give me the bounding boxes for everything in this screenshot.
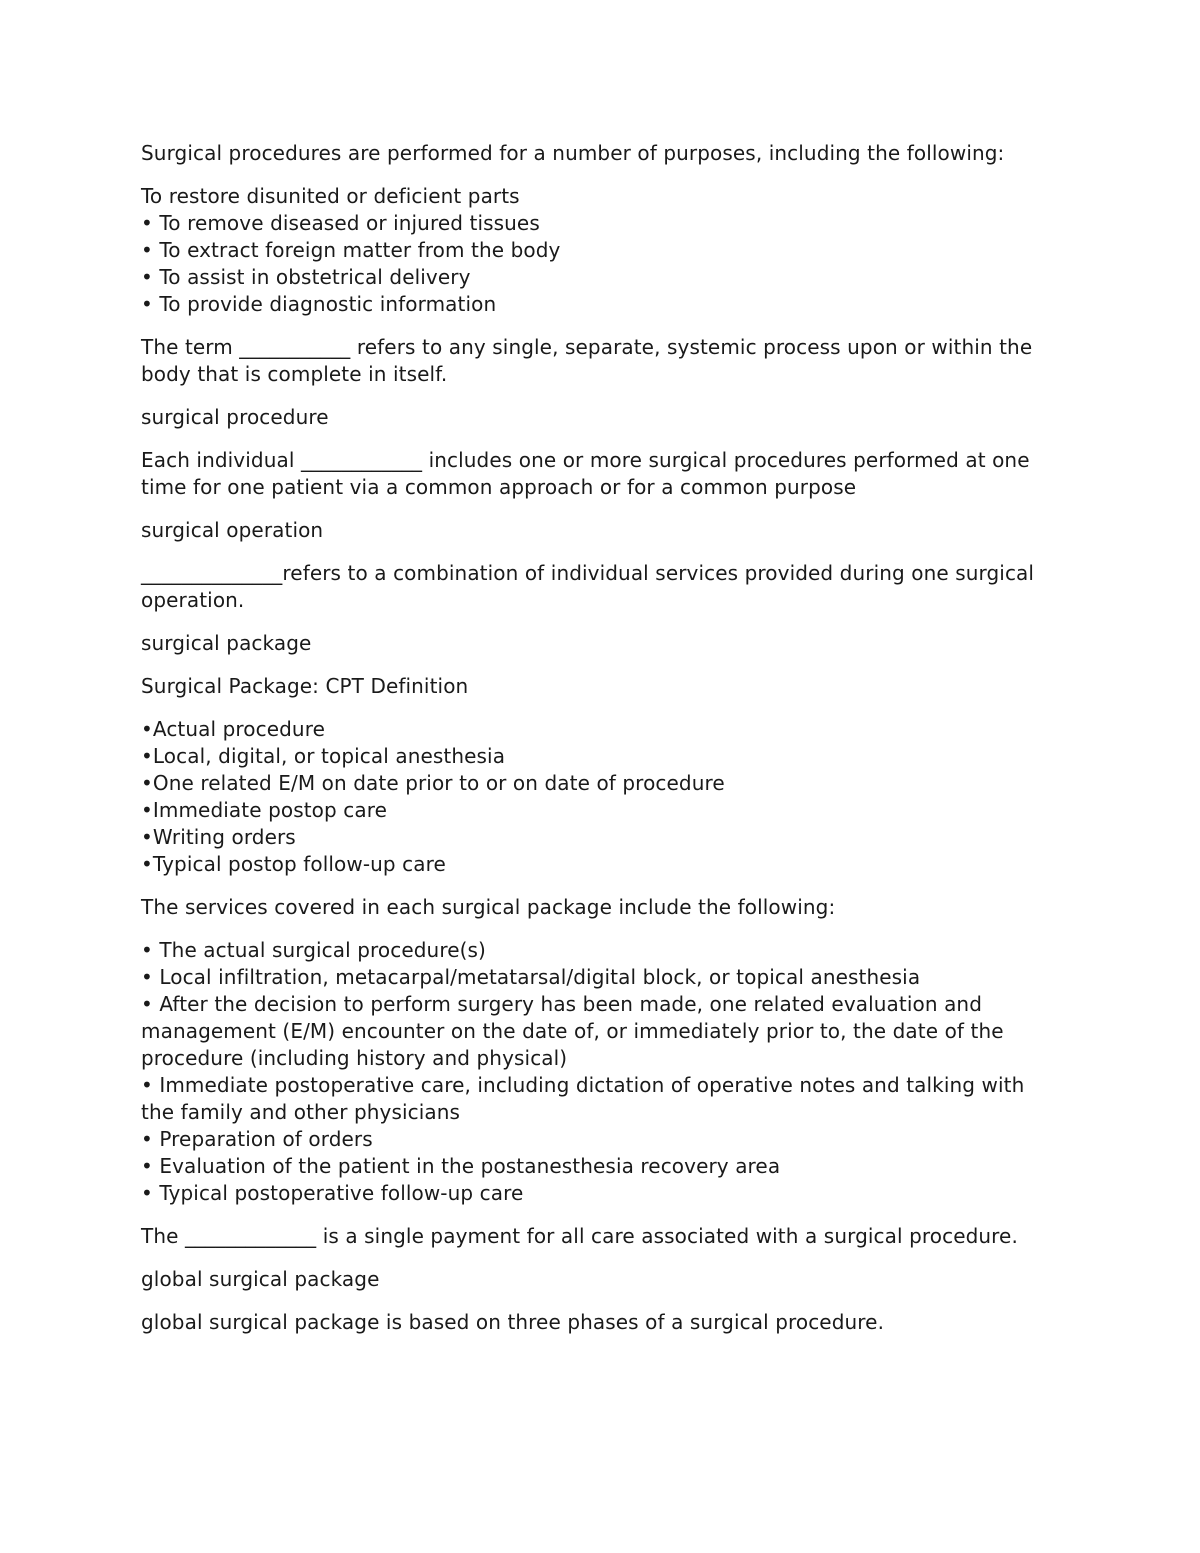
list-item: •Typical postop follow-up care bbox=[141, 852, 446, 876]
answer-3: surgical package bbox=[141, 631, 312, 655]
list-item: •Local, digital, or topical anesthesia bbox=[141, 744, 506, 768]
answer-4: global surgical package bbox=[141, 1267, 380, 1291]
question-3: ______________refers to a combination of individual services provided during one surgical operation. bbox=[141, 561, 1041, 612]
document-page bbox=[141, 140, 1061, 1352]
list-item: • Typical postoperative follow-up care bbox=[141, 1181, 524, 1205]
list-item: •Writing orders bbox=[141, 825, 296, 849]
list-item: • Immediate postoperative care, including dictation of operative notes and talking with the family and other physicians bbox=[141, 1073, 1031, 1124]
list-item: • To provide diagnostic information bbox=[141, 292, 497, 316]
list-item: •One related E/M on date prior to or on date of procedure bbox=[141, 771, 725, 795]
list-item: To restore disunited or deficient parts bbox=[141, 184, 520, 208]
intro-paragraph: Surgical procedures are performed for a number of purposes, including the following: bbox=[141, 141, 1005, 165]
services-list bbox=[141, 937, 1061, 1207]
question-2: Each individual ____________ includes one or more surgical procedures performed at one time for one patient via a common approach or for a common purpose bbox=[141, 448, 1037, 499]
closing-paragraph: global surgical package is based on three phases of a surgical procedure. bbox=[141, 1310, 885, 1334]
list-item: • After the decision to perform surgery has been made, one related evaluation and management (E/M) encounter on the date of, or immediately prior to, the date of the procedure (including history and physical) bbox=[141, 992, 1011, 1070]
question-1: The term ___________ refers to any single, separate, systemic process upon or within the body that is complete in itself. bbox=[141, 335, 1039, 386]
purposes-list bbox=[141, 183, 1061, 318]
cpt-heading: Surgical Package: CPT Definition bbox=[141, 674, 469, 698]
list-item: •Actual procedure bbox=[141, 717, 325, 741]
list-item: • To remove diseased or injured tissues bbox=[141, 211, 540, 235]
list-item: • Local infiltration, metacarpal/metatarsal/digital block, or topical anesthesia bbox=[141, 965, 921, 989]
answer-2: surgical operation bbox=[141, 518, 324, 542]
list-item: •Immediate postop care bbox=[141, 798, 387, 822]
list-item: • Preparation of orders bbox=[141, 1127, 373, 1151]
answer-1: surgical procedure bbox=[141, 405, 329, 429]
list-item: • To extract foreign matter from the body bbox=[141, 238, 561, 262]
cpt-list bbox=[141, 716, 1061, 878]
list-item: • The actual surgical procedure(s) bbox=[141, 938, 486, 962]
question-4: The _____________ is a single payment for all care associated with a surgical procedure. bbox=[141, 1224, 1018, 1248]
services-heading: The services covered in each surgical package include the following: bbox=[141, 895, 836, 919]
list-item: • Evaluation of the patient in the postanesthesia recovery area bbox=[141, 1154, 781, 1178]
list-item: • To assist in obstetrical delivery bbox=[141, 265, 471, 289]
